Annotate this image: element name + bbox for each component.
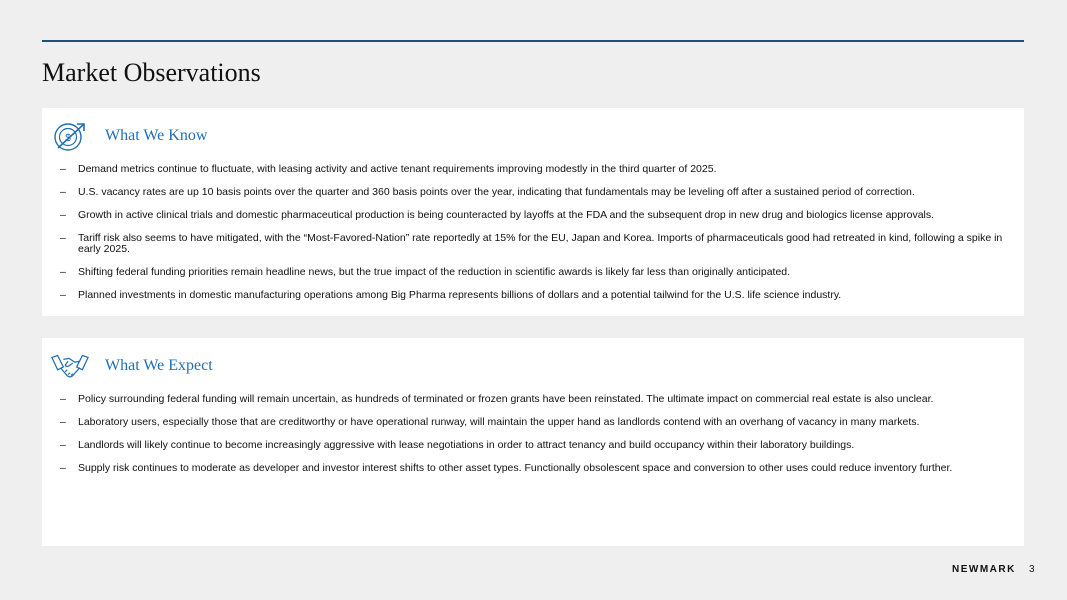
what-we-know-panel (42, 108, 1024, 316)
list-item-text: Growth in active clinical trials and domestic pharmaceutical production is being counteracted by layoffs at the FDA and the subsequent drop in new drug and biologics license approvals. (78, 209, 935, 221)
top-rule (42, 40, 1024, 42)
list-item-text: Demand metrics continue to fluctuate, with leasing activity and active tenant requirements improving modestly in the third quarter of 2025. (78, 163, 717, 175)
list-item-text: Laboratory users, especially those that are creditworthy or have operational runway, will maintain the upper hand as landlords contend with an overhang of vacancy in many markets. (78, 416, 920, 428)
what-we-know-heading: What We Know (105, 127, 208, 144)
list-item: – Planned investments in domestic manufacturing operations among Big Pharma represents billions of dollars and a potential tailwind for the U.S. life science industry. (60, 290, 1016, 301)
list-item-text: Landlords will likely continue to become increasingly aggressive with lease negotiations in order to attract tenancy and build occupancy within their laboratory buildings. (78, 439, 855, 451)
list-item-text: U.S. vacancy rates are up 10 basis points over the quarter and 360 basis points over the year, indicating that fundamentals may be leveling off after a sustained period of correction. (78, 186, 915, 198)
what-we-expect-heading: What We Expect (105, 357, 213, 374)
what-we-expect-panel (42, 338, 1024, 546)
list-item-text: Shifting federal funding priorities remain headline news, but the true impact of the reduction in scientific awards is likely far less than originally anticipated. (78, 266, 791, 278)
brand-logo-text: NEWMARK (952, 564, 1016, 575)
what-we-know-header (50, 118, 207, 154)
handshake-icon (50, 348, 90, 384)
list-item-text: Planned investments in domestic manufacturing operations among Big Pharma represents billions of dollars and a potential tailwind for the U.S. life science industry. (78, 289, 842, 301)
page-number: 3 (1029, 564, 1035, 575)
list-item: – Policy surrounding federal funding will remain uncertain, as hundreds of terminated or frozen grants have been reinstated. The ultimate impact on commercial real estate is also unclear. (60, 394, 1016, 405)
what-we-know-list (60, 164, 1016, 313)
what-we-expect-header (50, 348, 213, 384)
list-item: – Demand metrics continue to fluctuate, with leasing activity and active tenant requirements improving modestly in the third quarter of 2025. (60, 164, 1016, 175)
list-item: – Supply risk continues to moderate as developer and investor interest shifts to other asset types. Functionally obsolescent space and conversion to other uses could reduce inventory further. (60, 463, 1016, 474)
list-item: – Shifting federal funding priorities remain headline news, but the true impact of the reduction in scientific awards is likely far less than originally anticipated. (60, 267, 1016, 278)
list-item: – Laboratory users, especially those that are creditworthy or have operational runway, will maintain the upper hand as landlords contend with an overhang of vacancy in many markets. (60, 417, 1016, 428)
list-item-text: Policy surrounding federal funding will remain uncertain, as hundreds of terminated or frozen grants have been reinstated. The ultimate impact on commercial real estate is also unclear. (78, 393, 934, 405)
page-title: Market Observations (42, 58, 261, 87)
what-we-expect-list (60, 394, 1016, 486)
list-item: – Landlords will likely continue to become increasingly aggressive with lease negotiations in order to attract tenancy and build occupancy within their laboratory buildings. (60, 440, 1016, 451)
list-item: – Tariff risk also seems to have mitigated, with the “Most-Favored-Nation” rate reportedly at 15% for the EU, Japan and Korea. Imports of pharmaceuticals good had retreated in kind, following a spike in early 2025. (60, 233, 1016, 255)
list-item-text: Supply risk continues to moderate as developer and investor interest shifts to other asset types. Functionally obsolescent space and conversion to other uses could reduce inventory further. (78, 462, 953, 474)
svg-text:$: $ (65, 133, 71, 144)
dollar-growth-icon (50, 118, 90, 154)
list-item: – U.S. vacancy rates are up 10 basis points over the quarter and 360 basis points over the year, indicating that fundamentals may be leveling off after a sustained period of correction. (60, 187, 1016, 198)
list-item: – Growth in active clinical trials and domestic pharmaceutical production is being counteracted by layoffs at the FDA and the subsequent drop in new drug and biologics license approvals. (60, 210, 1016, 221)
list-item-text: Tariff risk also seems to have mitigated, with the “Most-Favored-Nation” rate reportedly at 15% for the EU, Japan and Korea. Imports of pharmaceuticals good had retreated in kind, following a spike in early 2025. (78, 232, 1003, 255)
